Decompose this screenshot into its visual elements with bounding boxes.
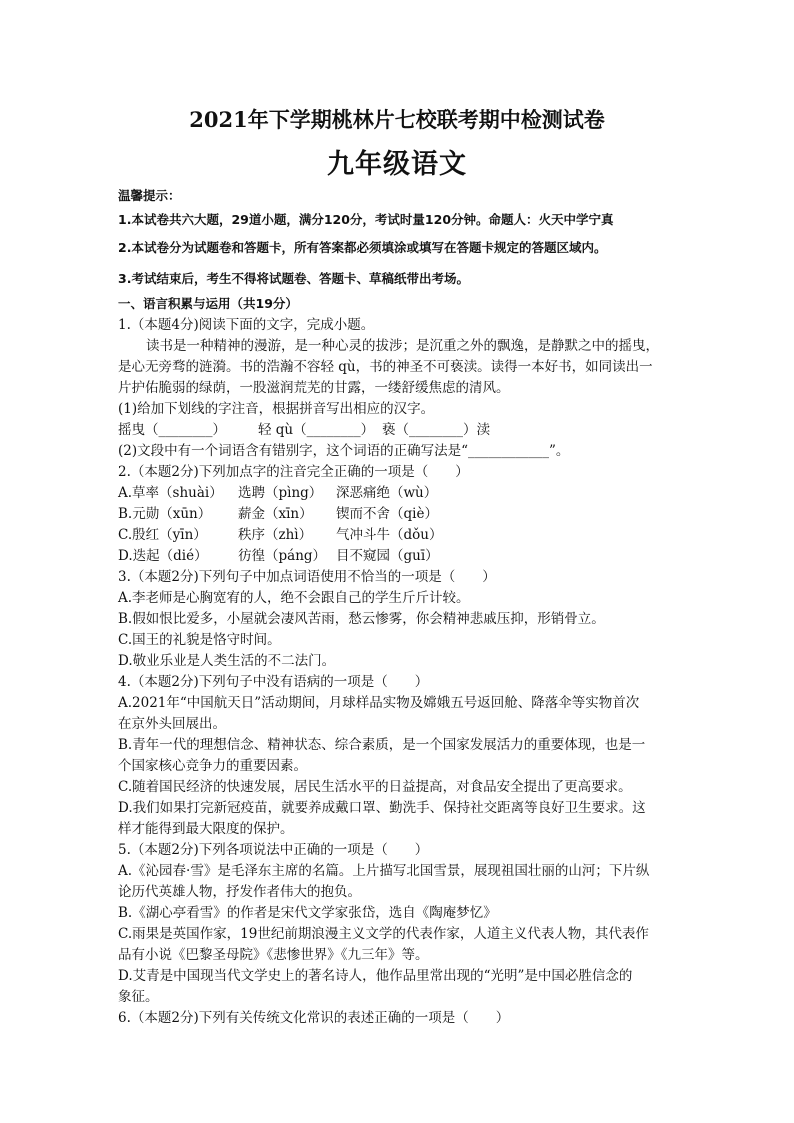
q1-blank-3: 亵（________）渎 [382, 422, 490, 438]
q2-option: D.迭起（dié） [118, 548, 208, 564]
q5-option: D.艾青是中国现当代文学史上的著名诗人，他作品里常出现的“光明”是中国必胜信念的 [118, 968, 633, 984]
q2-option: 秩序（zhì） [238, 527, 313, 543]
notice-heading: 温馨提示： [118, 188, 181, 203]
q3-option: C.国王的礼貌是恪守时间。 [118, 632, 281, 648]
q1-passage-line: 是心无旁骛的涟漪。书的浩瀚不容轻 qù，书的神圣不可亵渎。读得一本好书，如同读出一 [118, 359, 653, 375]
q4-stem: 4.（本题2分)下列句子中没有语病的一项是（ ） [118, 674, 429, 690]
q4-option: D.我们如果打完新冠疫苗，就要养成戴口罩、勤洗手、保持社交距离等良好卫生要求。这 [118, 800, 646, 816]
q1-passage-line: 片护佑脆弱的绿荫，一股滋润荒芜的甘露，一缕舒缓焦虑的清风。 [118, 380, 510, 396]
q1-passage-line: 读书是一种精神的漫游，是一种心灵的拔涉；是沉重之外的飘逸，是静默之中的摇曳， [146, 338, 659, 354]
q5-option: 论历代英雄人物，抒发作者伟大的抱负。 [118, 884, 361, 900]
q5-option: C.雨果是英国作家，19世纪前期浪漫主义文学的代表作家，人道主义代表人物，其代表作 [118, 926, 649, 942]
q2-option: 彷徨（páng） [238, 548, 327, 564]
q4-option: A.2021年“中国航天日”活动期间，月球样品实物及嫦娥五号返回舱、降落伞等实物首次 [118, 695, 640, 711]
q3-option: D.敬业乐业是人类生活的不二法门。 [118, 653, 336, 669]
section-1-heading: 一、语言积累与运用（共19分） [118, 296, 298, 311]
q4-option: 样才能得到最大限度的保护。 [118, 821, 294, 837]
q2-option: 气冲斗牛（dǒu） [336, 527, 443, 543]
exam-subtitle: 九年级语文 [327, 149, 467, 180]
q5-option: A.《沁园春·雪》是毛泽东主席的名篇。上片描写北国雪景，展现祖国壮丽的山河；下片纵 [118, 863, 650, 879]
notice-item-2: 2.本试卷分为试题卷和答题卡，所有答案都必须填涂或填写在答题卡规定的答题区域内。 [118, 240, 607, 255]
q2-option: C.殷红（yīn） [118, 527, 207, 543]
q2-option: 深恶痛绝（wù） [336, 485, 438, 501]
exam-title: 2021年下学期桃林片七校联考期中检测试卷 [189, 107, 605, 132]
q4-option: 个国家核心竞争力的重要因素。 [118, 758, 307, 774]
q2-option: A.草率（shuài） [118, 485, 223, 501]
notice-item-1: 1.本试卷共六大题，29道小题，满分120分，考试时量120分钟。命题人：火天中学宁真 [118, 212, 614, 227]
notice-item-3: 3.考试结束后，考生不得将试题卷、答题卡、草稿纸带出考场。 [118, 271, 469, 286]
q2-option: 薪金（xīn） [238, 506, 313, 522]
q4-option: B.青年一代的理想信念、精神状态、综合素质，是一个国家发展活力的重要体现，也是一 [118, 737, 646, 753]
q1-blank-1: 摇曳（________） [118, 422, 226, 438]
q6-stem: 6.（本题2分)下列有关传统文化常识的表述正确的一项是（ ） [118, 1010, 510, 1026]
q1-sub1: (1)给加下划线的字注音，根据拼音写出相应的汉字。 [118, 401, 435, 417]
q2-stem: 2.（本题2分)下列加点字的注音完全正确的一项是（ ） [118, 464, 469, 480]
q1-blank-2: 轻 qù（________） [258, 422, 375, 438]
q4-option: 在京外头回展出。 [118, 716, 226, 732]
q2-option: 锲而不舍（qiè） [336, 506, 438, 522]
q3-option: B.假如恨比爱多，小屋就会凄风苦雨，愁云惨雾，你会精神悲戚压抑，形销骨立。 [118, 611, 605, 627]
q2-option: 选聘（pìng） [238, 485, 323, 501]
q4-option: C.随着国民经济的快速发展，居民生活水平的日益提高，对食品安全提出了更高要求。 [118, 779, 632, 795]
q1-stem: 1.（本题4分)阅读下面的文字，完成小题。 [118, 317, 375, 333]
q3-option: A.李老师是心胸宽宥的人，绝不会跟自己的学生斤斤计较。 [118, 590, 470, 606]
q1-sub2: (2)文段中有一个词语含有错别字，这个词语的正确写法是“____________”。 [118, 443, 570, 459]
q5-option: 象征。 [118, 989, 159, 1005]
q2-option: B.元勋（xūn） [118, 506, 212, 522]
q2-option: 目不窥园（guī） [336, 548, 439, 564]
q3-stem: 3.（本题2分)下列句子中加点词语使用不恰当的一项是（ ） [118, 569, 496, 585]
q5-option: 品有小说《巴黎圣母院》《悲惨世界》《九三年》等。 [118, 947, 429, 963]
q5-stem: 5.（本题2分)下列各项说法中正确的一项是（ ） [118, 842, 429, 858]
q5-option: B.《湖心亭看雪》的作者是宋代文学家张岱，选自《陶庵梦忆》 [118, 905, 497, 921]
